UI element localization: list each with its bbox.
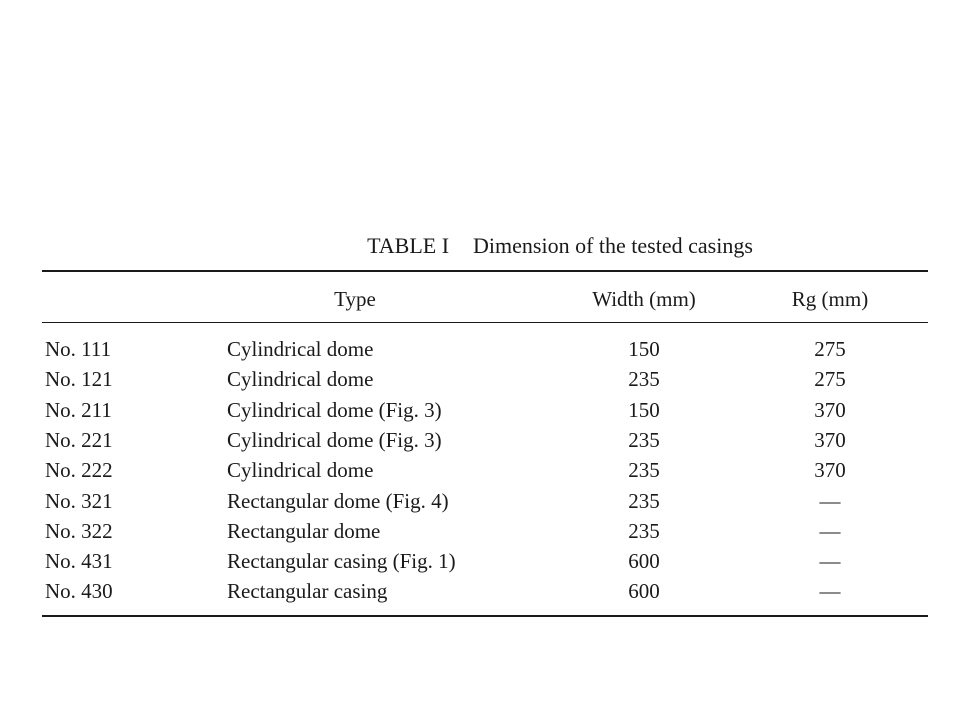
cell-type: Rectangular casing — [227, 579, 388, 604]
cell-id: No. 430 — [45, 579, 113, 604]
table-row — [0, 334, 960, 364]
cell-width: 600 — [628, 549, 660, 574]
cell-type: Cylindrical dome — [227, 337, 374, 361]
header-width: Width (mm) — [592, 287, 696, 311]
cell-rg: — — [819, 579, 841, 604]
table-header-row — [0, 284, 960, 314]
cell-id: No. 221 — [45, 427, 113, 452]
cell-type: Rectangular dome — [227, 518, 381, 543]
cell-rg: 275 — [814, 337, 846, 361]
cell-width: 235 — [628, 518, 660, 543]
table-row — [0, 546, 960, 576]
cell-type: Cylindrical dome — [227, 367, 374, 392]
cell-type: Cylindrical dome (Fig. 3) — [227, 397, 442, 422]
table-bottom-rule — [42, 615, 928, 617]
table-caption-label: TABLE I — [367, 233, 450, 258]
cell-width: 150 — [628, 337, 660, 361]
cell-type: Rectangular casing (Fig. 1) — [227, 549, 456, 574]
cell-id: No. 321 — [45, 488, 113, 513]
cell-type: Cylindrical dome (Fig. 3) — [227, 427, 442, 452]
table-header-rule — [42, 322, 928, 323]
cell-width: 235 — [628, 488, 660, 513]
cell-id: No. 121 — [45, 367, 113, 392]
table-top-rule — [42, 270, 928, 272]
header-type: Type — [334, 287, 376, 311]
cell-id: No. 431 — [45, 549, 113, 574]
cell-rg: — — [819, 518, 841, 543]
cell-rg: 370 — [814, 427, 846, 452]
cell-width: 235 — [628, 427, 660, 452]
cell-width: 235 — [628, 458, 660, 483]
table-row — [0, 486, 960, 516]
table-row — [0, 455, 960, 485]
table-row — [0, 364, 960, 394]
cell-id: No. 111 — [45, 337, 112, 361]
cell-rg: 370 — [814, 397, 846, 422]
cell-rg: 275 — [814, 367, 846, 392]
table-row — [0, 425, 960, 455]
cell-rg: — — [819, 549, 841, 574]
table-row — [0, 576, 960, 606]
header-rg: Rg (mm) — [791, 287, 869, 311]
table-caption-text: Dimension of the tested casings — [473, 233, 753, 258]
cell-width: 600 — [628, 579, 660, 604]
table-row — [0, 395, 960, 425]
cell-type: Cylindrical dome — [227, 458, 374, 483]
cell-width: 235 — [628, 367, 660, 392]
cell-id: No. 322 — [45, 518, 113, 543]
cell-id: No. 211 — [45, 397, 112, 422]
cell-id: No. 222 — [45, 458, 113, 483]
cell-width: 150 — [628, 397, 660, 422]
table-row — [0, 516, 960, 546]
table-caption — [0, 231, 960, 261]
cell-rg: 370 — [814, 458, 846, 483]
cell-rg: — — [819, 488, 841, 513]
cell-type: Rectangular dome (Fig. 4) — [227, 488, 449, 513]
